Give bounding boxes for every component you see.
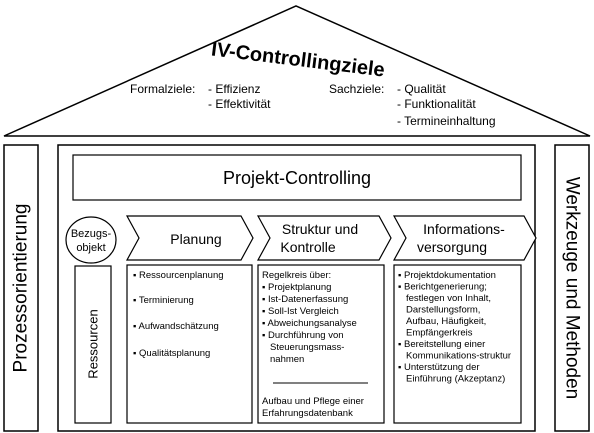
planung-content-box bbox=[127, 265, 252, 423]
struktur-item: ▪ Projektplanung bbox=[262, 282, 332, 293]
information-item: ▪ Unterstützung der Einführung (Akzeptanz) bbox=[398, 362, 506, 385]
planung-header-label: Planung bbox=[170, 231, 222, 247]
planung-item: ▪ Ressourcenplanung bbox=[133, 270, 224, 281]
struktur-item: ▪ Abweichungsanalyse bbox=[262, 318, 357, 329]
bezugsobjekt-label: Bezugs- bbox=[70, 228, 112, 240]
struktur-footer: Aufbau und Pflege einer bbox=[262, 396, 364, 407]
right-pillar-label: Werkzeuge und Methoden bbox=[561, 176, 583, 400]
formalziele-label: Formalziele: bbox=[130, 82, 196, 96]
struktur-intro: Regelkreis über: bbox=[262, 270, 332, 281]
information-header-label: versorgung bbox=[416, 239, 488, 255]
sachziele-label: Sachziele: bbox=[329, 82, 385, 96]
planung-item: ▪ Terminierung bbox=[133, 295, 194, 306]
sachziele-item: - Termineinhaltung bbox=[397, 114, 496, 128]
struktur-item: ▪ Durchführung von Steuerungsmass-nahmen bbox=[262, 330, 345, 365]
struktur-header-label: Struktur und bbox=[281, 221, 359, 237]
information-item: ▪ Berichtgenerierung; festlegen von Inhalt, Darstellungsform, Aufbau, Häufigkeit, Empfängerkreis bbox=[398, 281, 492, 339]
left-pillar-label: Prozessorientierung bbox=[10, 203, 32, 373]
bezugsobjekt-label: objekt bbox=[76, 242, 106, 254]
sachziele-item: - Qualität bbox=[397, 82, 446, 96]
struktur-footer: Erfahrungsdatenbank bbox=[262, 408, 353, 419]
ressourcen-label: Ressourcen bbox=[85, 309, 101, 379]
roof-title: IV-Controllingziele bbox=[210, 38, 386, 82]
planung-item: ▪ Qualitätsplanung bbox=[133, 348, 211, 359]
formalziele-item: - Effizienz bbox=[208, 82, 261, 96]
bezugsobjekt-ellipse bbox=[66, 217, 116, 263]
information-header-label: Informations- bbox=[423, 221, 505, 237]
projekt-controlling-title: Projekt-Controlling bbox=[222, 168, 372, 188]
struktur-item: ▪ Ist-Datenerfassung bbox=[262, 294, 349, 305]
roof bbox=[4, 6, 590, 136]
sachziele-item: - Funktionalität bbox=[397, 97, 476, 111]
struktur-item: ▪ Soll-Ist Vergleich bbox=[262, 306, 339, 317]
planung-item: ▪ Aufwandschätzung bbox=[133, 321, 219, 332]
struktur-header-label: Kontrolle bbox=[280, 239, 336, 255]
formalziele-item: - Effektivität bbox=[208, 97, 271, 111]
information-item: ▪ Projektdokumentation bbox=[398, 270, 496, 281]
information-item: ▪ Bereitstellung einer Kommunikations-struktur bbox=[398, 339, 512, 362]
